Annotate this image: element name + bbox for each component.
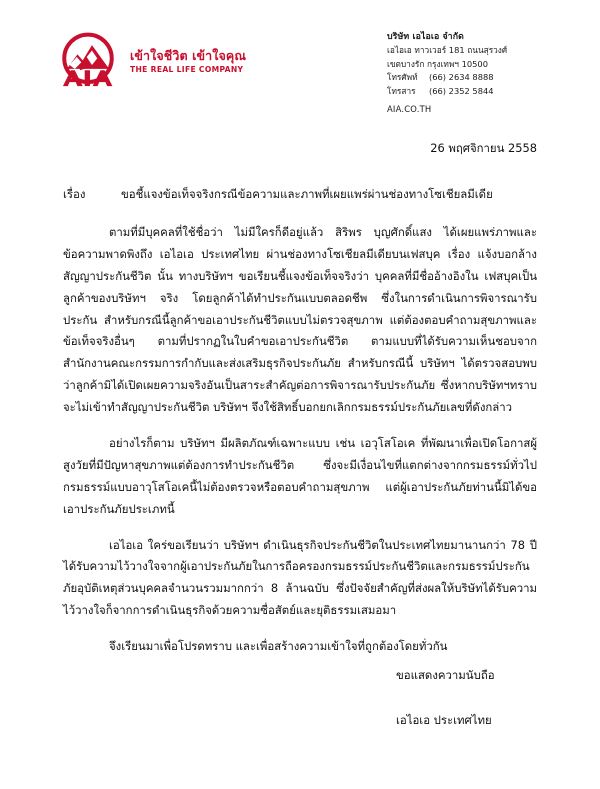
signature-regards: ขอแสดงความนับถือ	[396, 668, 495, 682]
aia-logo-icon	[55, 28, 121, 94]
body-paragraph-2: อย่างไรก็ตาม บริษัทฯ มีผลิตภัณฑ์เฉพาะแบบ เช่น เอวุโสโอเค ที่พัฒนาเพื่อเปิดโอกาสผู้สูงวัยที่มีปัญหาสุขภาพแต่ต้องการทำประกันชีวิต ซึ่งจะมีเงื่อนไขที่แตกต่างจากกรมธรรม์ทั่วไป กรมธรรม์แบบอาวุโสโอเคนี้ไม่ต้องตรวจหรือตอบคำถามสุขภาพ แต่ผู้เอาประกันภัยท่านนี้มิได้ขอเอาประกันภัยประเภทนี้	[63, 436, 537, 516]
letter-body	[63, 222, 537, 658]
letterhead	[0, 26, 600, 116]
brand-tagline-th: เข้าใจชีวิต เข้าใจคุณ	[130, 48, 247, 64]
subject-row	[63, 186, 552, 203]
company-name: บริษัท เอไอเอ จำกัด	[387, 32, 464, 42]
brand-block	[55, 28, 246, 94]
signature-name: เอไอเอ ประเทศไทย	[396, 713, 492, 727]
subject-label: เรื่อง	[63, 187, 86, 201]
fax-label: โทรสาร	[387, 85, 416, 96]
website-url: AIA.CO.TH	[387, 104, 432, 114]
phone-row	[387, 71, 562, 84]
phone-label: โทรศัพท์	[387, 72, 418, 83]
address-line-1: เอไอเอ ทาวเวอร์ 181 ถนนสุรวงศ์	[387, 45, 508, 56]
address-line-2: เขตบางรัก กรุงเทพฯ 10500	[387, 58, 488, 69]
brand-tagline	[130, 45, 246, 77]
phone-value: (66) 2634 8888	[429, 72, 494, 83]
letter-date: 26 พฤศจิกายน 2558	[430, 141, 537, 155]
body-paragraph-closing: จึงเรียนมาเพื่อโปรดทราบ และเพื่อสร้างความเข้าใจที่ถูกต้องโดยทั่วกัน	[109, 639, 448, 654]
subject-text: ขอชี้แจงข้อเท็จจริงกรณีข้อความและภาพที่เผยแพร่ผ่านช่องทางโซเชียลมีเดีย	[121, 187, 493, 201]
brand-tagline-en: THE REAL LIFE COMPANY	[130, 65, 244, 75]
body-paragraph-3: เอไอเอ ใคร่ขอเรียนว่า บริษัทฯ ดำเนินธุรกิจประกันชีวิตในประเทศไทยมานานกว่า 78 ปี ได้รับความไว้วางใจจากผู้เอาประกันภัยในการถือครองกรมธรรม์ประกันชีวิตและกรมธรรม์ประกันภัยอุบัติเหตุส่วนบุคคลจำนวนรวมมากกว่า 8 ล้านฉบับ ซึ่งปัจจัยสำคัญที่ส่งผลให้บริษัทได้รับความไว้วางใจก็จากการดำเนินธุรกิจด้วยความซื่อสัตย์และยุติธรรมเสมอมา	[63, 537, 537, 618]
fax-row	[387, 85, 562, 98]
letterhead-address	[387, 30, 562, 117]
fax-value: (66) 2352 5844	[429, 85, 494, 96]
body-paragraph-1: ตามที่มีบุคคลที่ใช้ชื่อว่า ไม่มีใครก็ดีอยู่แล้ว สิริพร บุญศักดิ์แสง ได้เผยแพร่ภาพและข้อความพาดพิงถึง เอไอเอ ประเทศไทย ผ่านช่องทางโซเชียลมีเดียบนเฟสบุค เรื่อง แจ้งบอกล้างสัญญาประกันชีวิต นั้น ทางบริษัทฯ ขอเรียนชี้แจงข้อเท็จจริงว่า บุคคลที่มีชื่ออ้างอิงใน เฟสบุคเป็นลูกค้าของบริษัทฯ จริง โดยลูกค้าได้ทำประกันแบบตลอดชีพ ซึ่งในการดำเนินการพิจารณารับประกัน สำหรับกรณีนี้ลูกค้าขอเอาประกันชีวิตแบบไม่ตรวจสุขภาพ แต่ต้องตอบคำถามสุขภาพและข้อเท็จจริงอื่นๆ ตามที่ปรากฏในใบคำขอเอาประกันชีวิต ตามแบบที่ได้รับความเห็นชอบจากสำนักงานคณะกรรมการกำกับและส่งเสริมธุรกิจประกันภัย สำหรับกรณีนี้ บริษัทฯ ได้ตรวจสอบพบว่าลูกค้ามิได้เปิดเผยความจริงอันเป็นสาระสำคัญต่อการพิจารณารับประกันภัย ซึ่งหากบริษัทฯทราบจะไม่เข้าทำสัญญาประกันชีวิต บริษัทฯ จึงใช้สิทธิ์บอกยกเลิกกรมธรรม์ประกันภัยเลขที่ดังกล่าว	[63, 225, 537, 415]
